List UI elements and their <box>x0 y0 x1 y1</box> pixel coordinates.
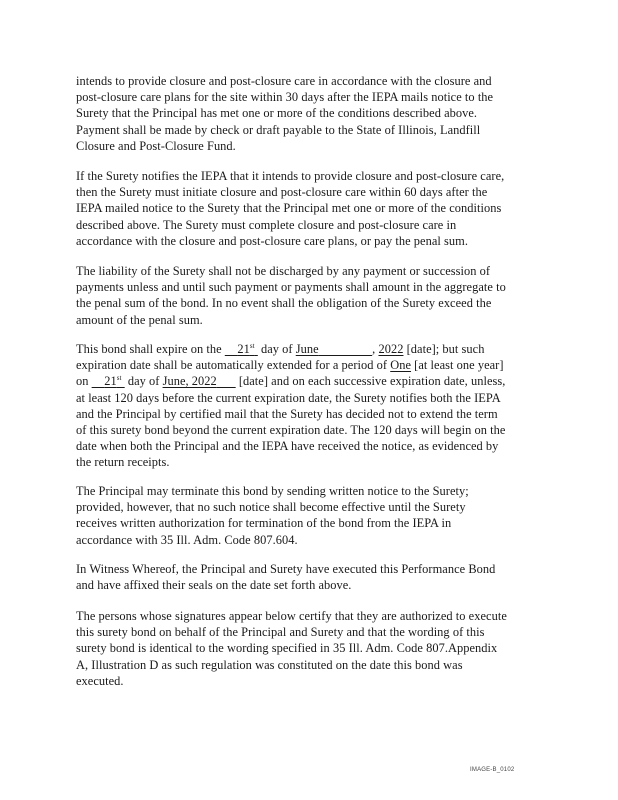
day-ordinal: st <box>249 341 255 350</box>
extension-date-field <box>163 374 236 388</box>
text-line: then the Surety must initiate closure and post-closure care within 60 days after the <box>76 185 488 200</box>
text-line: executed. <box>76 673 124 688</box>
text-line: In Witness Whereof, the Principal and Surety have executed this Performance Bond <box>76 562 496 576</box>
text-line: accordance with 35 Ill. Adm. Code 807.604. <box>76 532 298 547</box>
day-number: 21 <box>104 374 117 389</box>
text-line: receives written authorization for termination of the bond from the IEPA in <box>76 516 452 531</box>
text-line: this surety bond on behalf of the Principal and Surety and that the wording of this <box>76 625 485 640</box>
text-run: day of <box>124 374 163 389</box>
text-line: A, Illustration D as such regulation was constituted on the date this bond was <box>76 657 463 672</box>
text-run: [date]; but such <box>403 342 485 356</box>
expiration-line-3 <box>76 373 546 389</box>
text-line: The persons whose signatures appear below certify that they are authorized to execute <box>76 609 507 623</box>
text-line: amount of the penal sum. <box>76 312 203 327</box>
paragraph-signature-certification <box>76 608 546 689</box>
text-line: The Principal may terminate this bond by sending written notice to the Surety; <box>76 484 469 498</box>
text-run: , <box>372 342 379 356</box>
text-line: Surety that the Principal has met one or more of the conditions described above. <box>76 106 478 121</box>
paragraph-witness <box>76 561 546 593</box>
text-line: post-closure care plans for the site within 30 days after the IEPA mails notice to the <box>76 90 494 105</box>
text-line: intends to provide closure and post-closure care in accordance with the closure and <box>76 74 492 88</box>
day-number: 21 <box>237 342 250 356</box>
text-line: described above. The Surety must complete closure and post-closure care in <box>76 217 457 232</box>
text-line: surety bond is identical to the wording specified in 35 Ill. Adm. Code 807.Appendix <box>76 641 498 656</box>
text-line: at least 120 days before the current expiration date, the Surety notifies both the IEPA <box>76 390 501 405</box>
paragraph-closure-care <box>76 73 546 154</box>
text-line: and have affixed their seals on the date set forth above. <box>76 578 352 593</box>
paragraph-surety-notifies <box>76 168 546 249</box>
text-line: date when both the Principal and the IEPA have received the notice, as evidenced by <box>76 439 499 454</box>
text-run: This bond shall expire on the <box>76 342 225 356</box>
paragraph-expiration <box>76 341 546 471</box>
text-line: accordance with the closure and post-closure care plans, or pay the penal sum. <box>76 233 468 248</box>
text-line: If the Surety notifies the IEPA that it intends to provide closure and post-closure care, <box>76 169 505 183</box>
expiration-day-field <box>225 342 258 356</box>
text-line: payments unless and until such payment or payments shall amount in the aggregate to <box>76 280 506 295</box>
text-line: the penal sum of the bond. In no event shall the obligation of the Surety exceed the <box>76 296 492 311</box>
extension-day-field <box>92 374 125 388</box>
month-value: June <box>295 342 319 356</box>
text-run: [date] and on each successive expiration date, unless, <box>235 374 506 389</box>
expiration-line-2 <box>76 357 546 373</box>
text-line: The liability of the Surety shall not be discharged by any payment or succession of <box>76 264 491 278</box>
text-line: provided, however, that no such notice shall become effective until the Surety <box>76 500 466 515</box>
day-ordinal: st <box>116 374 122 383</box>
text-line: IEPA mailed notice to the Surety that the Principal met one or more of the conditions <box>76 201 502 216</box>
paragraph-termination <box>76 483 546 548</box>
text-line: the return receipts. <box>76 455 170 470</box>
page-footer-code: IMAGE-B_0102 <box>470 767 515 773</box>
text-line: Payment shall be made by check or draft payable to the State of Illinois, Landfill <box>76 122 481 137</box>
text-run: [at least one year] <box>411 358 504 373</box>
text-run: expiration date shall be automatically extended for a period of <box>76 358 391 373</box>
date-value: June, 2022 <box>162 374 217 389</box>
text-line: of this surety bond beyond the current expiration date. The 120 days will begin on the <box>76 423 506 438</box>
text-line: and the Principal by certified mail that the Surety has decided not to extend the term <box>76 406 498 421</box>
text-run: day of <box>257 342 296 356</box>
expiration-month-field <box>296 342 372 356</box>
text-run: on <box>76 374 92 389</box>
expiration-line-1 <box>76 341 546 357</box>
text-line: Closure and Post-Closure Fund. <box>76 138 236 153</box>
extension-period-field: One <box>390 358 412 373</box>
expiration-year-field: 2022 <box>378 342 404 356</box>
paragraph-liability <box>76 263 546 328</box>
